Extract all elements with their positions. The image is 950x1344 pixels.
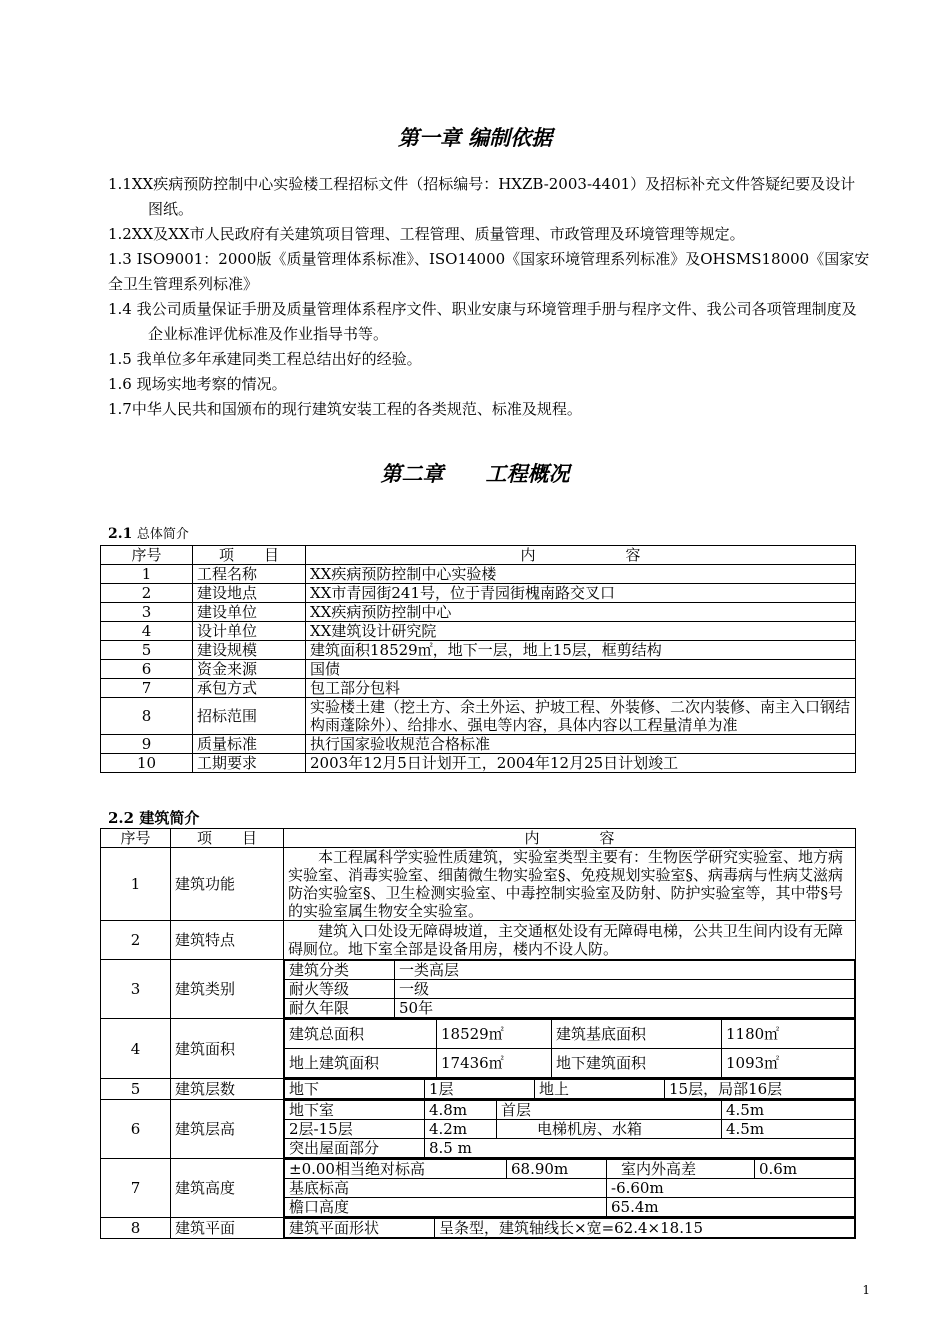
area-subtable [284,1019,855,1078]
cell: 18529㎡ [437,1020,552,1049]
category-subtable [284,960,855,1018]
table-row [101,565,856,584]
cell: 突出屋面部分 [285,1139,425,1158]
cell: 耐久年限 [285,999,395,1018]
table-row [101,603,856,622]
row-item: 质量标准 [193,735,306,754]
row-no: 8 [101,1218,171,1239]
row-item: 设计单位 [193,622,306,641]
row-no: 3 [101,960,171,1019]
row-item: 建筑类别 [171,960,284,1019]
row-item: 建设单位 [193,603,306,622]
row-no: 6 [101,1100,171,1159]
row-no: 1 [101,565,193,584]
section-2-1-text: 总体简介 [136,527,189,542]
cell: 建筑平面形状 [285,1219,435,1238]
row-content [284,1079,856,1100]
table-row [101,584,856,603]
row-item: 建筑平面 [171,1218,284,1239]
table-row [101,1019,856,1079]
row-no: 10 [101,754,193,773]
table-header-row [101,546,856,565]
row-content: XX建筑设计研究院 [306,622,856,641]
row-no: 2 [101,921,171,960]
cell: 2层-15层 [285,1120,425,1139]
row-no: 6 [101,660,193,679]
table-row [101,735,856,754]
basis-item-1: 1.1XX疾病预防控制中心实验楼工程招标文件（招标编号：HXZB-2003-4401）及招标补充文件答疑纪要及设计图纸。 [108,175,856,218]
table-row [101,754,856,773]
row-content [284,1100,856,1159]
table-row [101,1159,856,1218]
row-no: 5 [101,1079,171,1100]
table-row [101,679,856,698]
cell: 65.4m [607,1198,855,1217]
row-content: 建筑面积18529㎡，地下一层，地上15层，框剪结构 [306,641,856,660]
plan-subtable [284,1218,855,1238]
row-content: XX疾病预防控制中心 [306,603,856,622]
row-item: 资金来源 [193,660,306,679]
row-content [284,1019,856,1079]
cell: 68.90m [507,1160,607,1179]
cell: 呈条型，建筑轴线长×宽=62.4×18.15 [435,1219,855,1238]
cell: 室内外高差 [607,1160,755,1179]
row-no: 5 [101,641,193,660]
row-content [284,960,856,1019]
table-row [101,622,856,641]
building-height-subtable [284,1159,855,1217]
row-content: 包工部分包料 [306,679,856,698]
row-item: 建设地点 [193,584,306,603]
basis-list [108,172,870,422]
cell: 地上 [535,1080,665,1099]
row-no: 1 [101,848,171,921]
cell: 耐火等级 [285,980,395,999]
row-no: 9 [101,735,193,754]
cell: 1180㎡ [722,1020,855,1049]
row-no: 7 [101,1159,171,1218]
row-item: 建设规模 [193,641,306,660]
cell: 1层 [425,1080,535,1099]
cell: 4.5m [722,1120,855,1139]
row-content: XX疾病预防控制中心实验楼 [306,565,856,584]
header-item: 项 目 [193,546,306,565]
basis-item-7: 1.7中华人民共和国颁布的现行建筑安装工程的各类规范、标准及规程。 [108,400,582,418]
row-item: 工期要求 [193,754,306,773]
table-row [101,641,856,660]
row-content: 本工程属科学实验性质建筑，实验室类型主要有：生物医学研究实验室、地方病实验室、消毒实验室、细菌微生物实验室§、免疫规划实验室§、病毒病与性病艾滋病防治实验室§、卫生检测实验室、中毒控制实验室及防射、防护实验室等，其中带§号的实验室属生物安全实验室。 [284,848,856,921]
row-content: 建筑入口处设无障碍坡道，主交通枢处设有无障碍电梯，公共卫生间内设有无障碍厕位。地下室全部是设备用房，楼内不设人防。 [284,921,856,960]
row-content: 国债 [306,660,856,679]
basis-item-2: 1.2XX及XX市人民政府有关建筑项目管理、工程管理、质量管理、市政管理及环境管理等规定。 [108,225,745,243]
section-2-2-heading: 2.2 建筑简介 [108,809,200,827]
row-content [284,1218,856,1239]
header-content: 内 容 [306,546,856,565]
row-content: 实验楼土建（挖土方、余土外运、护坡工程、外装修、二次内装修、南主入口钢结构雨蓬除外）、给排水、强电等内容，具体内容以工程量清单为准 [306,698,856,735]
chapter1-title: 第一章 编制依据 [397,125,553,150]
chapter2-title: 第二章 工程概况 [380,461,570,486]
row-item: 建筑层数 [171,1079,284,1100]
table-header-row [101,829,856,848]
row-no: 3 [101,603,193,622]
cell: 一类高层 [395,961,855,980]
cell: 地上建筑面积 [285,1049,437,1078]
row-no: 2 [101,584,193,603]
table-row [101,698,856,735]
cell: 一级 [395,980,855,999]
cell: 电梯机房、水箱 [497,1120,722,1139]
row-content: XX市青园街241号，位于青园街槐南路交叉口 [306,584,856,603]
cell: 檐口高度 [285,1198,607,1217]
table-row [101,921,856,960]
cell: 建筑总面积 [285,1020,437,1049]
cell: ±0.00相当绝对标高 [285,1160,507,1179]
header-no: 序号 [101,546,193,565]
floors-subtable [284,1079,855,1099]
storey-height-subtable [284,1100,855,1158]
table-row [101,960,856,1019]
row-item: 承包方式 [193,679,306,698]
row-no: 4 [101,1019,171,1079]
header-no: 序号 [101,829,171,848]
row-content: 执行国家验收规范合格标准 [306,735,856,754]
basis-item-6: 1.6 现场实地考察的情况。 [108,375,287,393]
table-row [101,660,856,679]
cell: -6.60m [607,1179,855,1198]
cell: 地下室 [285,1101,425,1120]
row-item: 建筑功能 [171,848,284,921]
page-number: 1 [862,1283,870,1297]
row-content [284,1159,856,1218]
cell: 基底标高 [285,1179,607,1198]
cell: 地下 [285,1080,425,1099]
row-item: 建筑层高 [171,1100,284,1159]
cell: 4.5m [722,1101,855,1120]
basis-item-3: 1.3 ISO9001：2000版《质量管理体系标准》、ISO14000《国家环境管理系列标准》及OHSMS18000《国家安全卫生管理系列标准》 [108,250,870,293]
row-item: 建筑特点 [171,921,284,960]
cell: 地下建筑面积 [552,1049,722,1078]
cell: 50年 [395,999,855,1018]
cell: 4.2m [425,1120,497,1139]
cell: 15层，局部16层 [665,1080,855,1099]
building-table [100,828,856,1239]
table-row [101,1100,856,1159]
header-content: 内 容 [284,829,856,848]
cell: 首层 [497,1101,722,1120]
row-item: 建筑高度 [171,1159,284,1218]
table-row [101,848,856,921]
header-item: 项 目 [171,829,284,848]
row-item: 招标范围 [193,698,306,735]
table-row [101,1218,856,1239]
overview-table [100,545,856,773]
row-no: 7 [101,679,193,698]
cell: 建筑基底面积 [552,1020,722,1049]
row-item: 建筑面积 [171,1019,284,1079]
table-row [101,1079,856,1100]
cell: 1093㎡ [722,1049,855,1078]
section-2-1-number: 2.1 [108,526,133,542]
basis-item-5: 1.5 我单位多年承建同类工程总结出好的经验。 [108,350,422,368]
row-no: 4 [101,622,193,641]
cell: 建筑分类 [285,961,395,980]
row-item: 工程名称 [193,565,306,584]
basis-item-4: 1.4 我公司质量保证手册及质量管理体系程序文件、职业安康与环境管理手册与程序文件、我公司各项管理制度及企业标准评优标准及作业指导书等。 [108,300,857,343]
row-content: 2003年12月5日计划开工，2004年12月25日计划竣工 [306,754,856,773]
cell: 0.6m [755,1160,855,1179]
row-no: 8 [101,698,193,735]
cell: 4.8m [425,1101,497,1120]
cell: 8.5 m [425,1139,855,1158]
section-2-1-heading [108,523,189,542]
cell: 17436㎡ [437,1049,552,1078]
